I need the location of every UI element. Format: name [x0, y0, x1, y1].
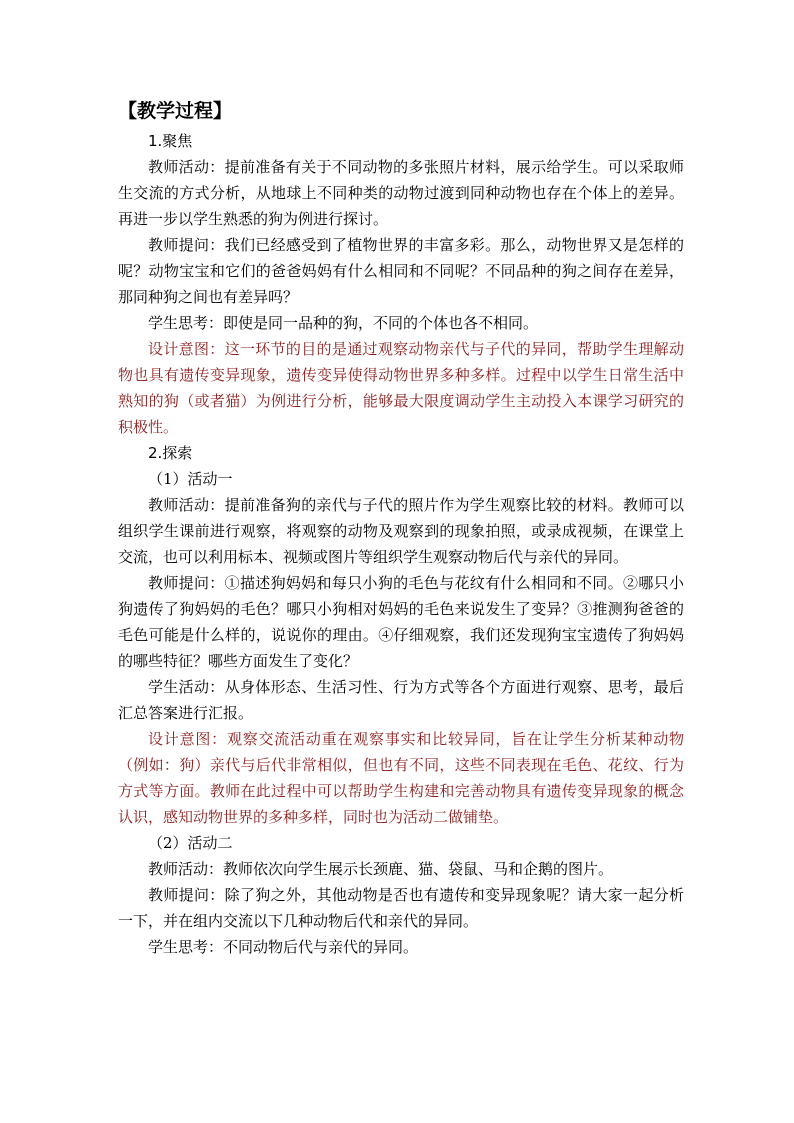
focus-student-thinking: 学生思考：即使是同一品种的狗，不同的个体也各不相同。 — [148, 314, 539, 332]
explore-heading: 2.探索 — [148, 444, 193, 462]
activity2-teacher-question: 教师提问：除了狗之外，其他动物是否也有遗传和变异现象呢？请大家一起分析一下，并在组内交流以下几种动物后代和亲代的异同。 — [118, 886, 684, 930]
activity2-teacher-activity: 教师活动：教师依次向学生展示长颈鹿、猫、袋鼠、马和企鹅的图片。 — [148, 860, 614, 878]
activity1-heading: （1）活动一 — [148, 470, 233, 488]
focus-teacher-question: 教师提问：我们已经感受到了植物世界的丰富多彩。那么，动物世界又是怎样的呢？动物宝宝和它们的爸爸妈妈有什么相同和不同呢？不同品种的狗之间存在差异，那同种狗之间也有差异吗？ — [118, 236, 684, 306]
activity2-student-thinking: 学生思考：不同动物后代与亲代的异同。 — [148, 938, 419, 956]
lesson-document — [118, 96, 684, 960]
section-title: 【教学过程】 — [118, 100, 233, 122]
activity1-teacher-activity: 教师活动：提前准备狗的亲代与子代的照片作为学生观察比较的材料。教师可以组织学生课前进行观察，将观察的动物及观察到的现象拍照，或录成视频，在课堂上交流，也可以利用标本、视频或图片等组织学生观察动物后代与亲代的异同。 — [118, 496, 684, 566]
focus-design-intent: 设计意图：这一环节的目的是通过观察动物亲代与子代的异同，帮助学生理解动物也具有遗传变异现象，遗传变异使得动物世界多种多样。过程中以学生日常生活中熟知的狗（或者猫）为例进行分析，能够最大限度调动学生主动投入本课学习研究的积极性。 — [118, 340, 684, 436]
activity2-heading: （2）活动二 — [148, 834, 233, 852]
focus-heading: 1.聚焦 — [148, 132, 193, 150]
activity1-design-intent: 设计意图：观察交流活动重在观察事实和比较异同，旨在让学生分析某种动物（例如：狗）亲代与后代非常相似，但也有不同，这些不同表现在毛色、花纹、行为方式等方面。教师在此过程中可以帮助学生构建和完善动物具有遗传变异现象的概念认识，感知动物世界的多种多样，同时也为活动二做铺垫。 — [118, 730, 684, 826]
activity1-teacher-question: 教师提问：①描述狗妈妈和每只小狗的毛色与花纹有什么相同和不同。②哪只小狗遗传了狗妈妈的毛色？哪只小狗相对妈妈的毛色来说发生了变异？③推测狗爸爸的毛色可能是什么样的，说说你的理由。④仔细观察，我们还发现狗宝宝遗传了狗妈妈的哪些特征？哪些方面发生了变化？ — [118, 574, 684, 670]
focus-teacher-activity: 教师活动：提前准备有关于不同动物的多张照片材料，展示给学生。可以采取师生交流的方式分析，从地球上不同种类的动物过渡到同种动物也存在个体上的差异。再进一步以学生熟悉的狗为例进行探讨。 — [118, 158, 684, 228]
activity1-student-activity: 学生活动：从身体形态、生活习性、行为方式等各个方面进行观察、思考，最后汇总答案进行汇报。 — [118, 678, 684, 722]
